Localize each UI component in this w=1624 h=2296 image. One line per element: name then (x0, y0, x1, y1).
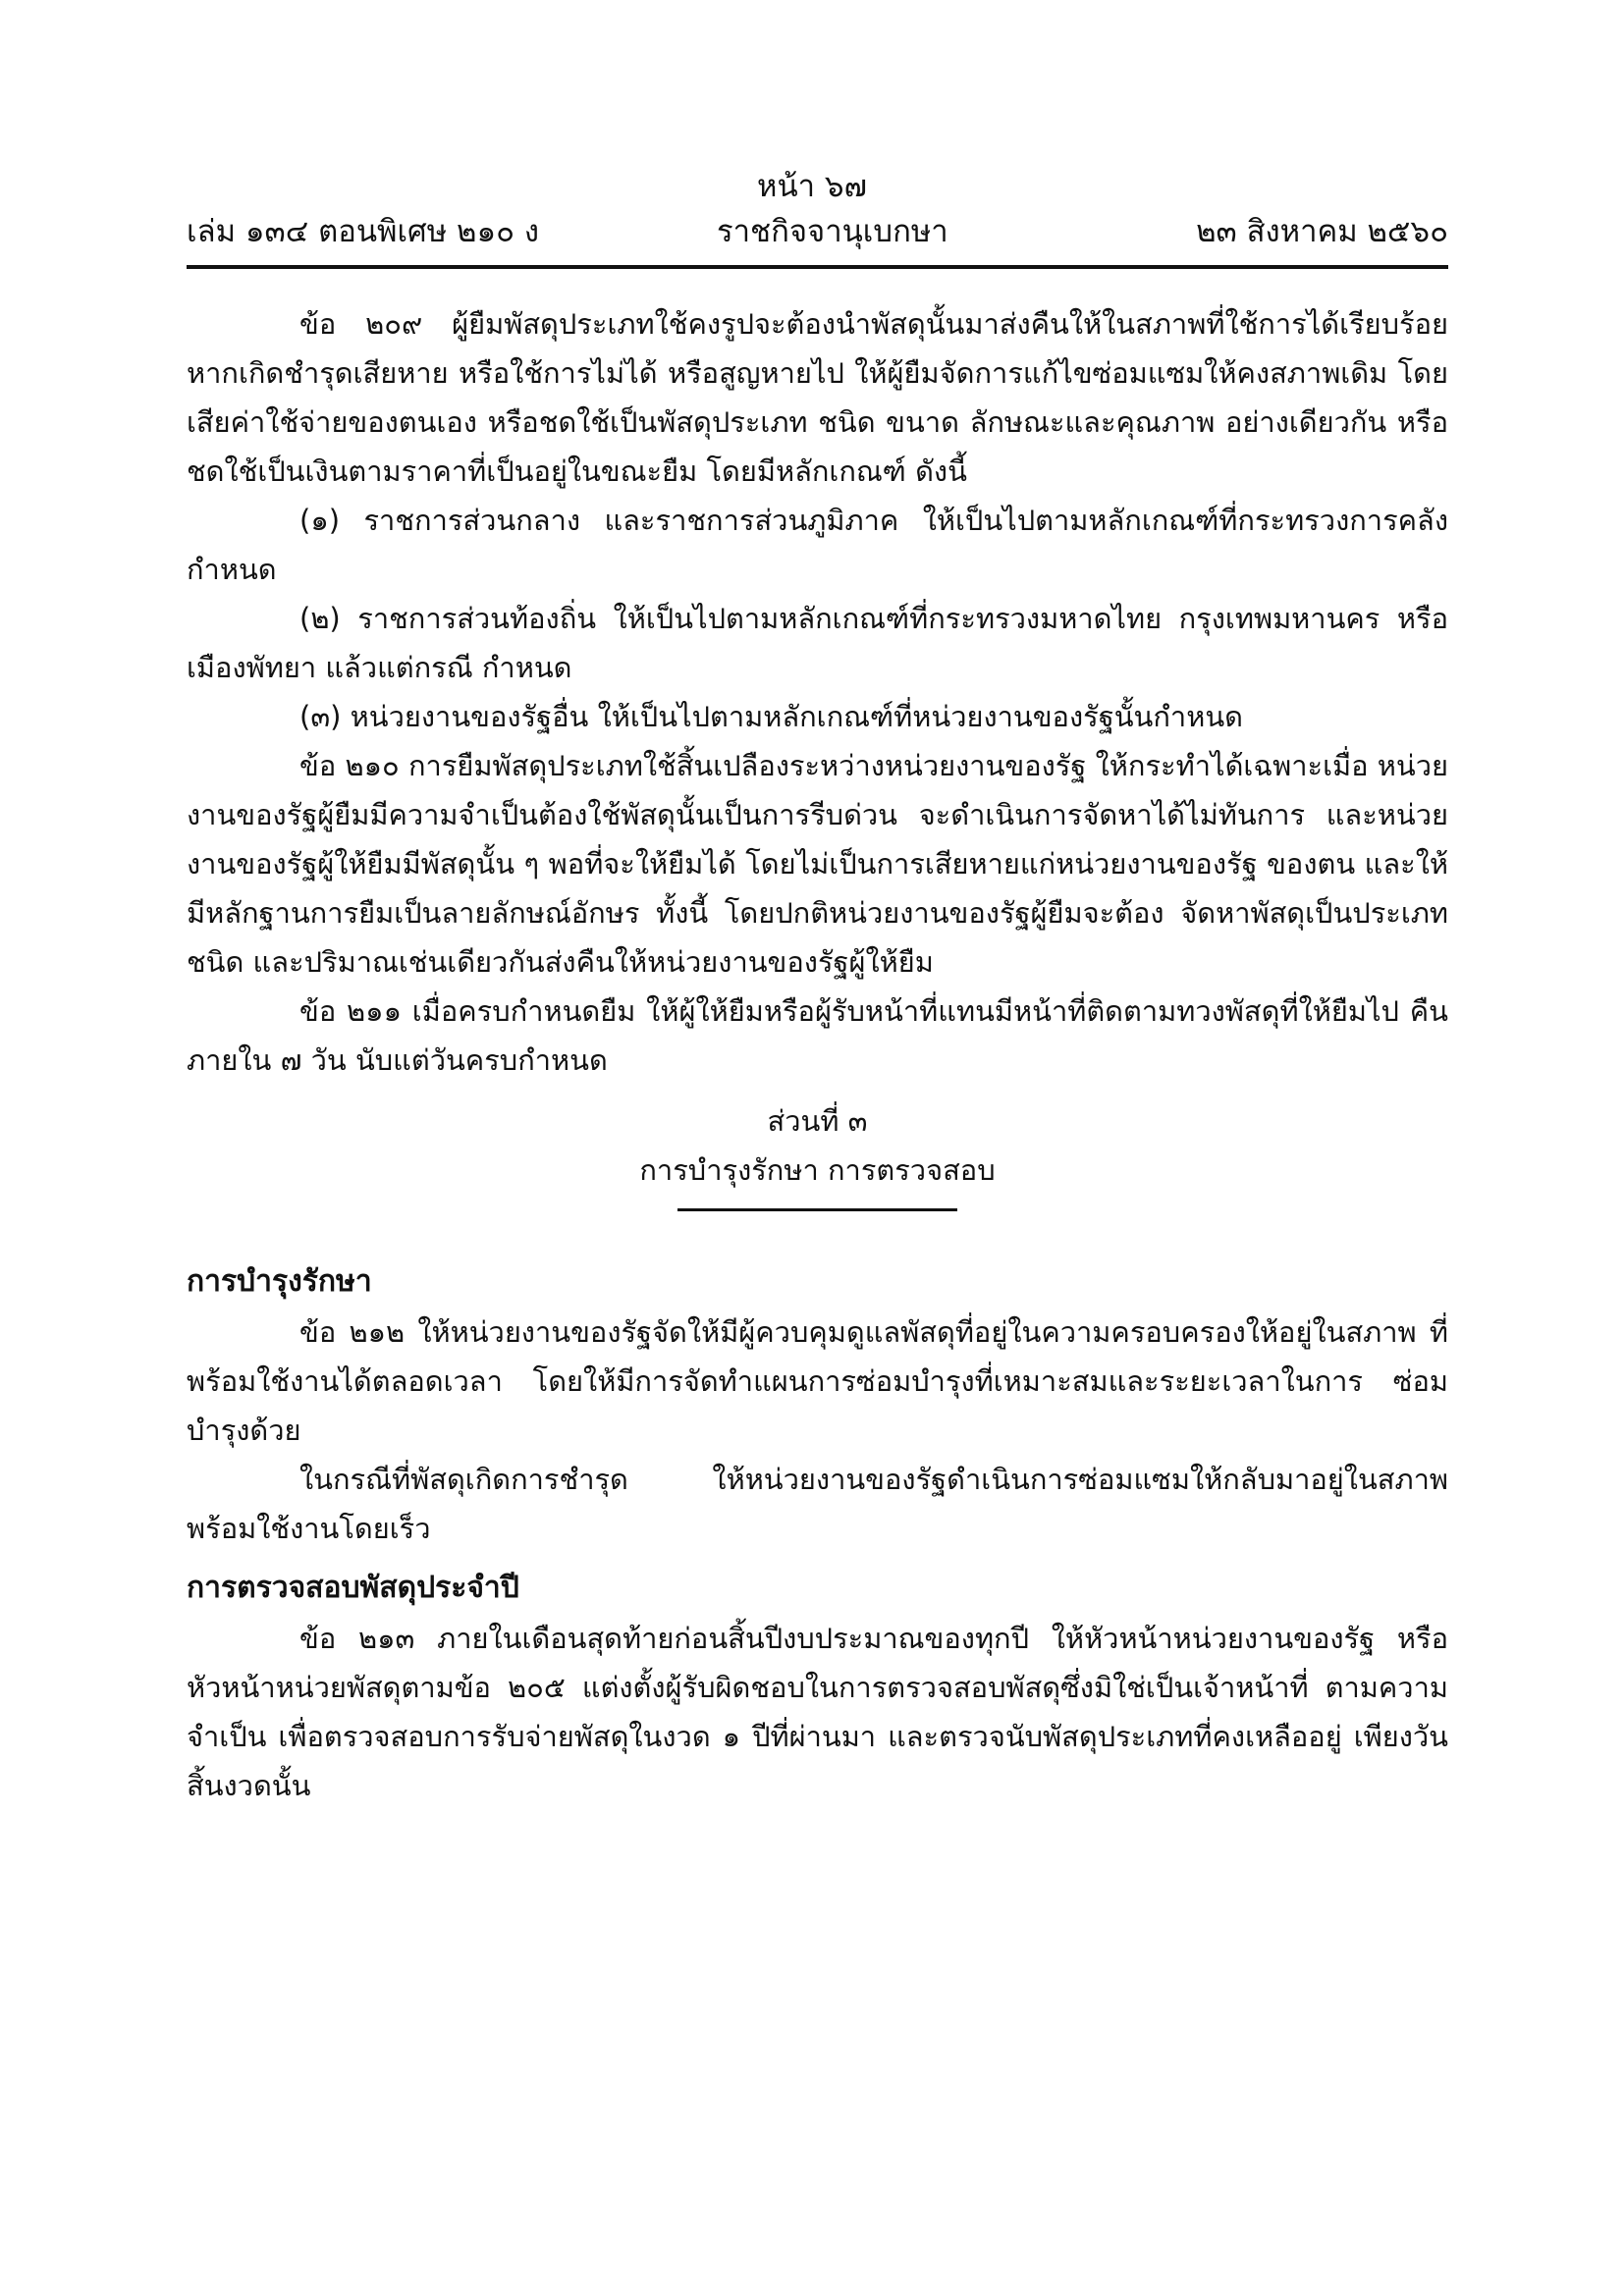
section-divider (677, 1208, 957, 1211)
document-body (187, 299, 1448, 1810)
clause-210: ข้อ ๒๑๐ การยืมพัสดุประเภทใช้สิ้นเปลืองระหว่างหน่วยงานของรัฐ ให้กระทำได้เฉพาะเมื่อ หน่วยงานของรัฐผู้ยืมมีความจำเป็นต้องใช้พัสดุนั้นเป็นการรีบด่วน จะดำเนินการจัดหาได้ไม่ทันการ และหน่วยงานของรัฐผู้ให้ยืมมีพัสดุนั้น ๆ พอที่จะให้ยืมได้ โดยไม่เป็นการเสียหายแก่หน่วยงานของรัฐ ของตน และให้มีหลักฐานการยืมเป็นลายลักษณ์อักษร ทั้งนี้ โดยปกติหน่วยงานของรัฐผู้ยืมจะต้อง จัดหาพัสดุเป็นประเภท ชนิด และปริมาณเช่นเดียวกันส่งคืนให้หน่วยงานของรัฐผู้ให้ยืม (187, 749, 1448, 979)
clause-209: ข้อ ๒๐๙ ผู้ยืมพัสดุประเภทใช้คงรูปจะต้องนำพัสดุนั้นมาส่งคืนให้ในสภาพที่ใช้การได้เรียบร้อย หากเกิดชำรุดเสียหาย หรือใช้การไม่ได้ หรือสูญหายไป ให้ผู้ยืมจัดการแก้ไขซ่อมแซมให้คงสภาพเดิม โดยเสียค่าใช้จ่ายของตนเอง หรือชดใช้เป็นพัสดุประเภท ชนิด ขนาด ลักษณะและคุณภาพ อย่างเดียวกัน หรือชดใช้เป็นเงินตามราคาที่เป็นอยู่ในขณะยืม โดยมีหลักเกณฑ์ ดังนี้ (187, 307, 1448, 488)
clause-213: ข้อ ๒๑๓ ภายในเดือนสุดท้ายก่อนสิ้นปีงบประมาณของทุกปี ให้หัวหน้าหน่วยงานของรัฐ หรือหัวหน้าหน่วยพัสดุตามข้อ ๒๐๕ แต่งตั้งผู้รับผิดชอบในการตรวจสอบพัสดุซึ่งมิใช่เป็นเจ้าหน้าที่ ตามความจำเป็น เพื่อตรวจสอบการรับจ่ายพัสดุในงวด ๑ ปีที่ผ่านมา และตรวจนับพัสดุประเภทที่คงเหลืออยู่ เพียงวันสิ้นงวดนั้น (187, 1622, 1448, 1802)
clause-211: ข้อ ๒๑๑ เมื่อครบกำหนดยืม ให้ผู้ให้ยืมหรือผู้รับหน้าที่แทนมีหน้าที่ติดตามทวงพัสดุที่ให้ยืมไป คืนภายใน ๗ วัน นับแต่วันครบกำหนด (187, 994, 1448, 1077)
heading-maintenance: การบำรุงรักษา (187, 1264, 372, 1299)
clause-209-item-3: (๓) หน่วยงานของรัฐอื่น ให้เป็นไปตามหลักเกณฑ์ที่หน่วยงานของรัฐนั้นกำหนด (299, 700, 1243, 733)
clause-212: ข้อ ๒๑๒ ให้หน่วยงานของรัฐจัดให้มีผู้ควบคุมดูแลพัสดุที่อยู่ในความครอบครองให้อยู่ในสภาพ ที่พร้อมใช้งานได้ตลอดเวลา โดยให้มีการจัดทำแผนการซ่อมบำรุงที่เหมาะสมและระยะเวลาในการ ซ่อมบำรุงด้วย (187, 1315, 1448, 1447)
section-number: ส่วนที่ ๓ (767, 1104, 868, 1138)
clause-209-item-1: (๑) ราชการส่วนกลาง และราชการส่วนภูมิภาค ให้เป็นไปตามหลักเกณฑ์ที่กระทรวงการคลังกำหนด (187, 504, 1448, 586)
heading-annual-inspection: การตรวจสอบพัสดุประจำปี (187, 1571, 519, 1605)
publication-date: ๒๓ สิงหาคม ๒๕๖๐ (1196, 214, 1448, 249)
clause-209-item-2: (๒) ราชการส่วนท้องถิ่น ให้เป็นไปตามหลักเกณฑ์ที่กระทรวงมหาดไทย กรุงเทพมหานคร หรือเมืองพัทยา แล้วแต่กรณี กำหนด (187, 602, 1448, 684)
clause-212-paragraph-2: ในกรณีที่พัสดุเกิดการชำรุด ให้หน่วยงานของรัฐดำเนินการซ่อมแซมให้กลับมาอยู่ในสภาพ พร้อมใช้งานโดยเร็ว (187, 1463, 1448, 1545)
page-number: หน้า ๖๗ (757, 169, 867, 204)
gazette-header (187, 210, 1448, 253)
gazette-title: ราชกิจจานุเบกษา (717, 214, 948, 249)
section-title: การบำรุงรักษา การตรวจสอบ (639, 1153, 996, 1187)
volume-issue: เล่ม ๑๓๔ ตอนพิเศษ ๒๑๐ ง (187, 214, 540, 249)
header-divider (187, 265, 1448, 269)
section-heading (187, 1096, 1448, 1211)
